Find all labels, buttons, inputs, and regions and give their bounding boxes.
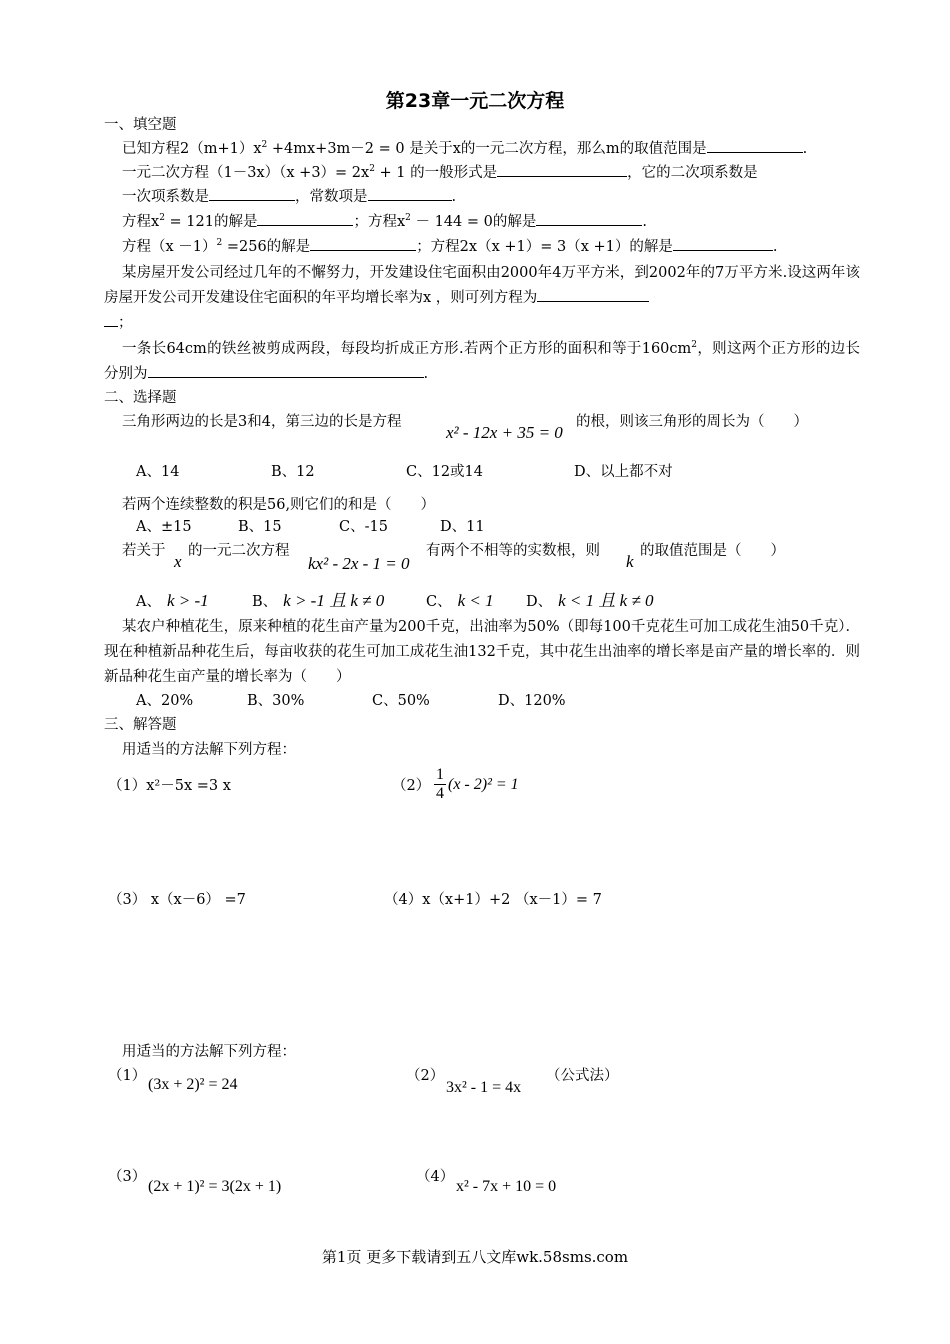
answer-blank [537, 287, 649, 302]
choice-q1-equation: x² - 12x + 35 = 0 [446, 423, 563, 442]
choice-q1-option-a: A、14 [136, 464, 180, 480]
fill-q2-text3: ，它的二次项系数是 [627, 165, 758, 181]
section-heading-solve: 三、解答题 [104, 717, 177, 733]
fill-q1-text: 已知方程2（m+1）x [122, 141, 262, 157]
fraction [434, 766, 446, 803]
section-heading-choice: 二、选择题 [104, 390, 177, 406]
fill-q5-text: 某房屋开发公司经过几年的不懈努力，开发建设住宅面积由2000年4万平方米，到2002年的7万平方米.设这两年该房屋开发公司开发建设住宅面积的年平均增长率为x ，则可列方程为 [104, 265, 860, 306]
fill-q3-c: ；方程x [353, 214, 406, 230]
answer-blank [104, 312, 118, 327]
choice-q2-option-a: A、±15 [136, 519, 192, 535]
choice-q4-text: 某农户种植花生，原来种植的花生亩产量为200千克，出油率为50%（即每100千克花生可加工成花生油50千克）．现在种植新品种花生后，每亩收获的花生可加工成花生油132千克，其中花生出油率的增长率是亩产量的增长率的．则新品种花生亩产量的增长率为（ ） [104, 619, 860, 685]
period: . [451, 189, 457, 205]
superscript: 2 [159, 213, 165, 224]
fraction-denominator: 4 [436, 785, 444, 802]
page-footer: 第1页 更多下载请到五八文库wk.58sms.com [321, 1248, 629, 1266]
choice-q3-option-c [426, 590, 494, 613]
fraction-numerator: 1 [436, 766, 444, 783]
fill-q2 [122, 162, 758, 184]
solve-g1-problem-1: （1）x²－5x =3 x [108, 778, 231, 794]
choice-q4-option-b: B、30% [247, 693, 305, 709]
answer-blank [497, 162, 627, 177]
fill-q3-d: － 144 = 0的解是 [410, 214, 537, 230]
fill-q3 [122, 211, 647, 233]
choice-q2-text: 若两个连续整数的积是56,则它们的和是（ ） [122, 497, 436, 513]
answer-blank [310, 236, 416, 251]
option-math: k > -1 [166, 591, 209, 610]
answer-blank [673, 236, 773, 251]
fill-q2-text2: + 1 的一般形式是 [374, 165, 498, 181]
superscript: 2 [405, 213, 411, 224]
fill-q5-end: ； [118, 315, 133, 331]
superscript: 2 [261, 140, 268, 151]
period: . [802, 141, 808, 157]
choice-q1-option-b: B、12 [271, 464, 315, 480]
option-math: k < 1 [457, 591, 494, 610]
fill-q1-text2: +4mx+3m－2 = 0 是关于x的一元二次方程，那么m的取值范围是 [267, 141, 707, 157]
fill-q6 [104, 337, 860, 387]
fill-q6-text2: ，则这两个正方形的边长分别为 [104, 341, 860, 382]
choice-q3-option-b [252, 590, 384, 613]
choice-q4-option-d: D、120% [498, 693, 566, 709]
choice-q4-option-a: A、20% [136, 693, 194, 709]
choice-q1-option-c: C、12或14 [406, 464, 483, 480]
fill-q6-end: . [423, 366, 429, 382]
solve-g2-problem-4-eq: x² - 7x + 10 = 0 [456, 1178, 557, 1195]
fill-q1 [122, 138, 807, 160]
solve-g2-problem-2-note: （公式法） [546, 1068, 619, 1084]
fill-q6-text: 一条长64cm的铁丝被剪成两段，每段均折成正方形.若两个正方形的面积和等于160cm [122, 341, 692, 357]
choice-q2-option-b: B、15 [238, 519, 282, 535]
answer-blank [209, 186, 295, 201]
choice-q3-d: 的取值范围是（ ） [640, 543, 785, 559]
fill-q2-text: 一元二次方程（1－3x）（x +3）= 2x [122, 165, 370, 181]
answer-blank [707, 138, 803, 153]
option-math: k < 1 且 k ≠ 0 [558, 591, 654, 610]
answer-blank [368, 186, 452, 201]
solve-g2-problem-2-label: （2） [406, 1068, 445, 1084]
choice-q2-option-c: C、-15 [339, 519, 388, 535]
choice-q1-text: 三角形两边的长是3和4，第三边的长是方程 [122, 414, 402, 430]
solve-g2-problem-3-label: （3） [108, 1169, 147, 1185]
superscript: 2 [369, 164, 375, 175]
fill-q3-a: 方程x [122, 214, 160, 230]
solve-g2-problem-3-eq: (2x + 1)² = 3(2x + 1) [148, 1178, 282, 1195]
fill-q2-line2a: 一次项系数是 [122, 189, 209, 205]
superscript: 2 [691, 340, 697, 351]
solve-g2-problem-2-eq: 3x² - 1 = 4x [446, 1079, 522, 1096]
option-letter: C、 [426, 594, 452, 610]
fill-q3-b: = 121的解是 [164, 214, 258, 230]
choice-q4-option-c: C、50% [372, 693, 430, 709]
solve-group1-intro: 用适当的方法解下列方程： [122, 742, 296, 758]
choice-q3-c: 有两个不相等的实数根，则 [426, 543, 600, 559]
option-letter: D、 [526, 594, 553, 610]
fill-q4 [122, 236, 778, 258]
answer-blank [148, 363, 424, 378]
solve-g1-problem-3: （3） x（x－6） =7 [108, 892, 246, 908]
choice-q3-equation: kx² - 2x - 1 = 0 [308, 554, 410, 573]
fill-q4-a: 方程（x －1） [122, 239, 217, 255]
choice-q3-a: 若关于 [122, 543, 166, 559]
choice-q2-option-d: D、11 [440, 519, 485, 535]
solve-g1-problem-4: （4）x（x+1）+2 （x－1）= 7 [384, 892, 602, 908]
solve-group2-intro: 用适当的方法解下列方程： [122, 1044, 296, 1060]
fill-q4-c: ；方程2x（x +1）= 3（x +1）的解是 [416, 239, 673, 255]
choice-q3-option-a [136, 590, 209, 613]
fill-q4-b: =256的解是 [222, 239, 311, 255]
solve-g2-problem-1-eq: (3x + 2)² = 24 [148, 1076, 238, 1093]
option-letter: A、 [136, 594, 161, 610]
fill-q5 [104, 261, 860, 336]
superscript: 2 [216, 238, 223, 249]
fill-q2-line2b: ，常数项是 [295, 189, 368, 205]
option-letter: B、 [252, 594, 278, 610]
choice-q3-b: 的一元二次方程 [188, 543, 290, 559]
solve-g2-problem-1-label: （1） [108, 1068, 147, 1084]
choice-q1 [122, 411, 401, 433]
period: . [772, 239, 778, 255]
option-math: k > -1 且 k ≠ 0 [283, 591, 385, 610]
fill-q2-line2 [122, 186, 456, 208]
choice-q3-option-d [526, 590, 654, 613]
choice-q1-option-d: D、以上都不对 [574, 464, 673, 480]
solve-g2-problem-4-label: （4） [416, 1169, 455, 1185]
page-title: 第23章一元二次方程 [385, 90, 565, 112]
choice-q3-var-x: x [174, 552, 182, 571]
choice-q3-var-k: k [626, 552, 634, 571]
period: . [642, 214, 647, 230]
choice-q1-tail: 的根，则该三角形的周长为（ ） [576, 414, 808, 430]
answer-blank [536, 211, 642, 226]
solve-g1-problem-2-label: （2） [392, 778, 431, 794]
solve-g1-problem-2-eq [434, 766, 519, 803]
equation-rest: (x - 2)² = 1 [448, 776, 519, 793]
section-heading-fill-blank: 一、填空题 [104, 117, 177, 133]
answer-blank [257, 211, 353, 226]
